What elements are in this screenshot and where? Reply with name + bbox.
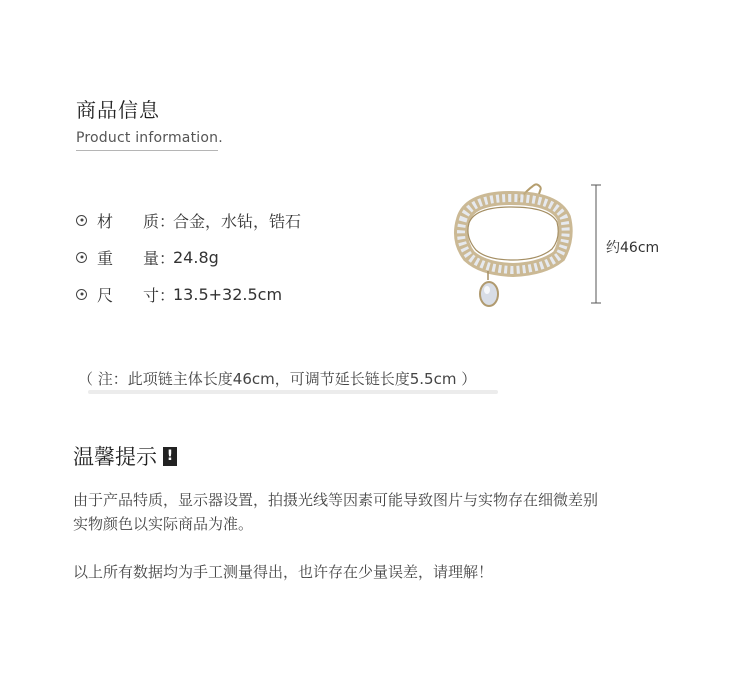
spec-key-second-char: 量 [143,248,160,268]
spec-key-second-char: 质 [143,211,160,231]
necklace-image [447,176,582,316]
section-title-en: Product information. [76,130,223,146]
spec-key-first-char: 重 [97,248,114,268]
spec-size [76,282,282,306]
tips-heading [73,441,177,471]
circle-dot-icon [76,252,87,263]
spec-value: 24.8g [173,247,219,267]
dimension-line [588,184,602,304]
tips-title: 温馨提示 [73,445,157,469]
circle-dot-icon [76,289,87,300]
tips-paragraph-line: 实物颜色以实际商品为准。 [73,515,254,533]
spec-value: 13.5+32.5cm [173,284,283,304]
spec-material [76,208,301,232]
note-highlight [88,390,498,394]
dimension-label: 约46cm [606,240,660,256]
tips-paragraph: 以上所有数据均为手工测量得出，也许存在少量误差，请理解！ [73,563,494,581]
tips-paragraph-line: 由于产品特质，显示器设置，拍摄光线等因素可能导致图片与实物存在细微差别 [73,491,599,509]
spec-value: 合金，水钻，锆石 [173,211,302,231]
spec-weight [76,245,219,269]
title-underline [76,150,218,151]
circle-dot-icon [76,215,87,226]
spec-colon: ： [159,248,176,268]
section-title-cn: 商品信息 [76,98,160,122]
spec-key-first-char: 尺 [97,285,114,305]
exclamation-icon: ! [163,447,177,466]
spec-colon: ： [159,211,176,231]
spec-key-second-char: 寸 [143,285,160,305]
spec-key-first-char: 材 [97,211,114,231]
spec-colon: ： [159,285,176,305]
length-note: （ 注：此项链主体长度46cm，可调节延长链长度5.5cm ） [78,370,477,388]
